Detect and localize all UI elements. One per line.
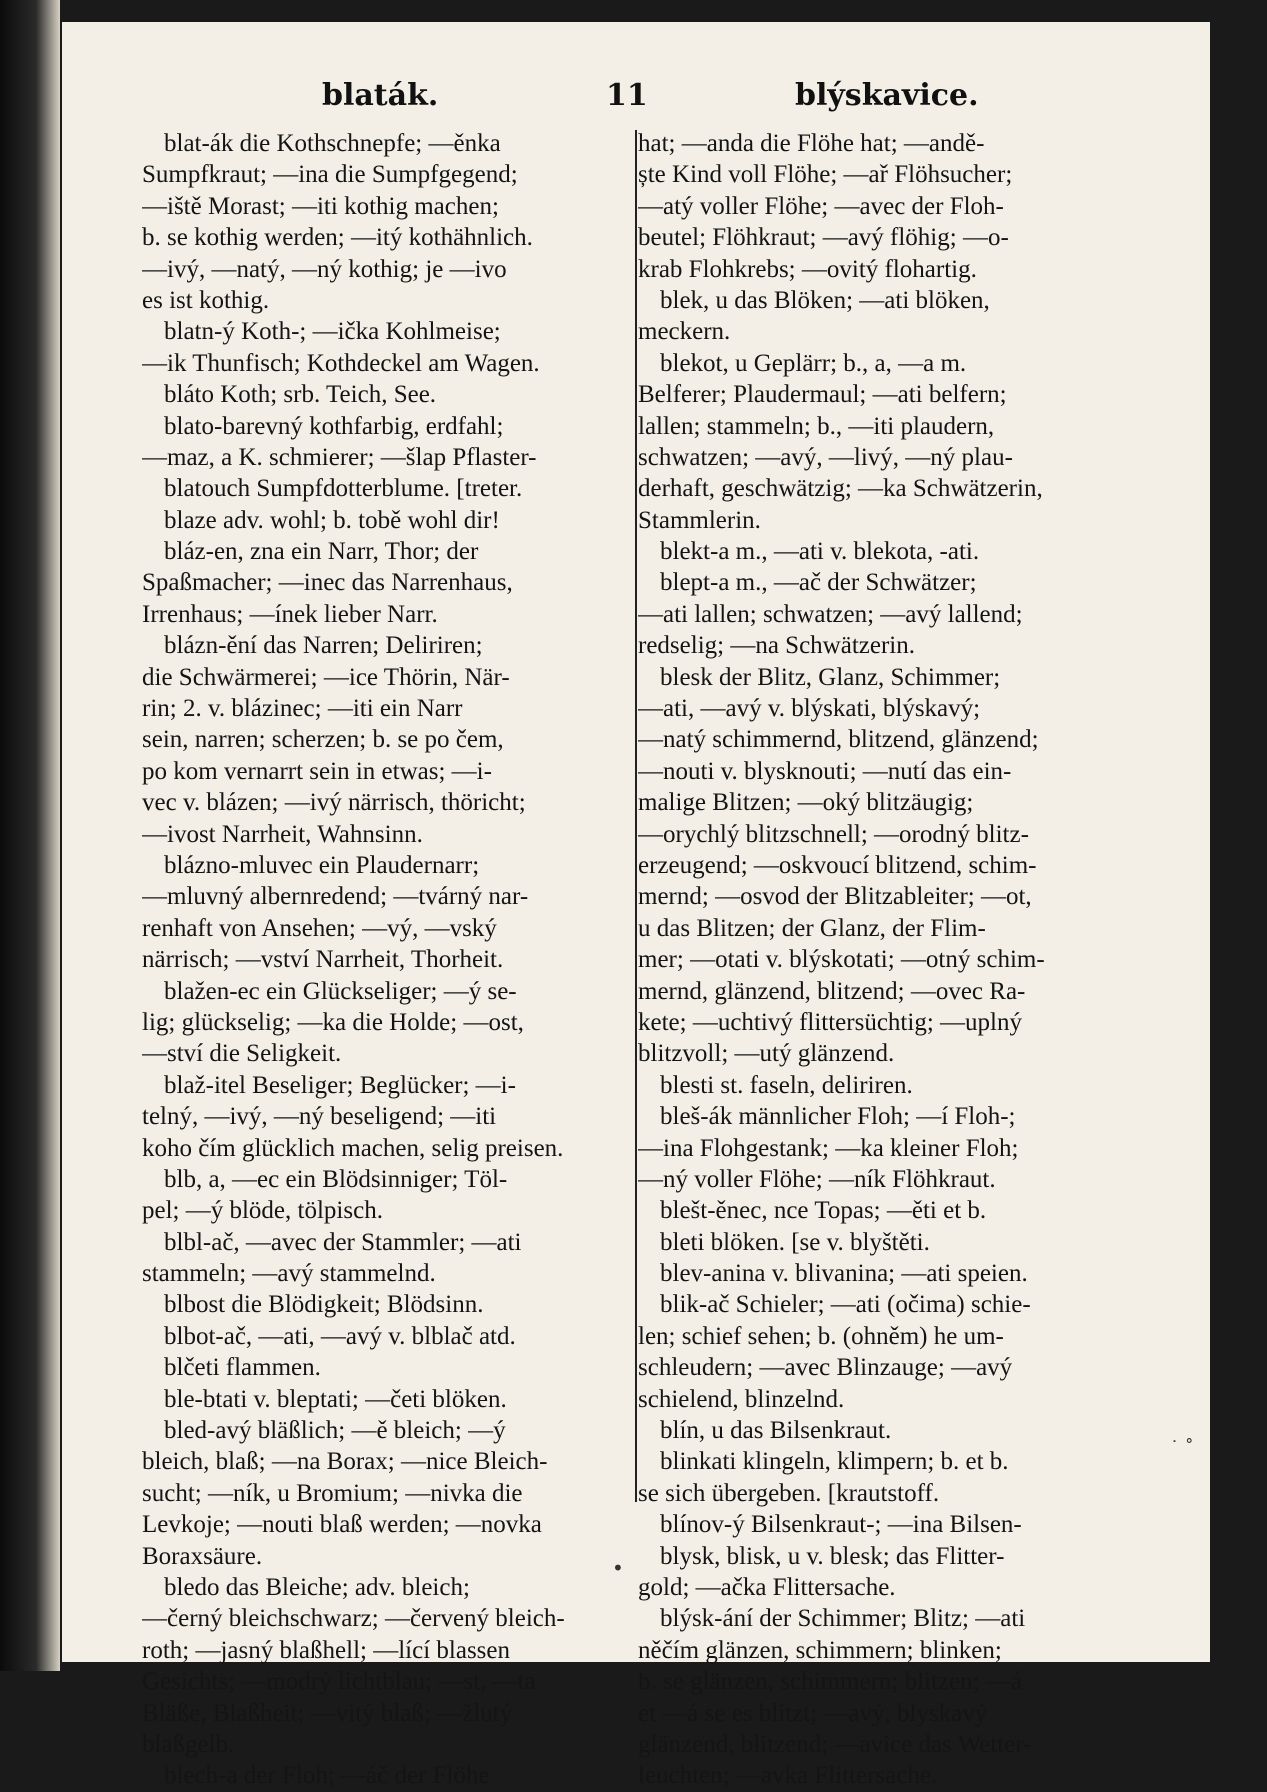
- dictionary-line: Belferer; Plaudermaul; —ati belfern;: [638, 381, 1007, 409]
- dictionary-line: —nouti v. blysknouti; —nutí das ein-: [638, 757, 1012, 785]
- dictionary-line: blbot-ač, —ati, —avý v. blblač atd.: [164, 1322, 516, 1350]
- dictionary-line: blaž-itel Beseliger; Beglücker; —i-: [164, 1071, 516, 1099]
- dictionary-line: blekot, u Geplärr; b., a, —a m.: [660, 349, 967, 377]
- dictionary-line: schielend, blinzelnd.: [638, 1385, 845, 1413]
- dictionary-line: vec v. blázen; —ivý närrisch, thöricht;: [142, 789, 526, 817]
- dictionary-line: blázn-ění das Narren; Deliriren;: [164, 632, 483, 660]
- dictionary-line: blept-a m., —ač der Schwätzer;: [660, 569, 977, 597]
- dictionary-line: blýsk-ání der Schimmer; Blitz; —ati: [660, 1605, 1026, 1633]
- dictionary-line: glänzend, blitzend; —avice das Wetter-: [638, 1730, 1032, 1758]
- page-edge-shadow: [1211, 0, 1267, 1671]
- dictionary-line: Levkoje; —nouti blaß werden; —novka: [142, 1511, 542, 1539]
- dictionary-line: telný, —ivý, —ný beseligend; —iti: [142, 1103, 497, 1131]
- dictionary-line: bled-avý bläßlich; —ě bleich; —ý: [164, 1417, 506, 1445]
- dictionary-line: meckern.: [638, 318, 731, 346]
- dictionary-line: schwatzen; —avý, —livý, —ný plau-: [638, 443, 1013, 471]
- dictionary-line: blatouch Sumpfdotterblume. [treter.: [164, 475, 523, 503]
- dictionary-line: blbl-ač, —avec der Stammler; —ati: [164, 1228, 522, 1256]
- dictionary-line: bleich, blaß; —na Borax; —nice Bleich-: [142, 1448, 548, 1476]
- dictionary-line: bleš-ák männlicher Floh; —í Floh-;: [660, 1103, 1016, 1131]
- header-left-word: blaták.: [322, 78, 439, 113]
- dictionary-line: —mluvný albernredend; —tvárný nar-: [142, 883, 529, 911]
- dictionary-line: leuchten; —avka Flittersache.: [638, 1762, 938, 1790]
- dictionary-line: blitzvoll; —utý glänzend.: [638, 1040, 895, 1068]
- dictionary-line: blekt-a m., —ati v. blekota, -ati.: [660, 538, 980, 566]
- dictionary-line: es ist kothig.: [142, 286, 270, 314]
- dictionary-line: —ný voller Flöhe; —ník Flöhkraut.: [638, 1165, 996, 1193]
- dictionary-line: kete; —uchtivý flittersüchtig; —uplný: [638, 1008, 1022, 1036]
- dictionary-line: blín, u das Bilsenkraut.: [660, 1417, 892, 1445]
- dictionary-line: u das Blitzen; der Glanz, der Flim-: [638, 914, 986, 942]
- dictionary-line: mer; —otati v. blýskotati; —otný schim-: [638, 946, 1045, 974]
- book-binding-shadow: [0, 0, 60, 1671]
- dictionary-line: krab Flohkrebs; —ovitý flohartig.: [638, 255, 977, 283]
- dictionary-line: —ik Thunfisch; Kothdeckel am Wagen.: [142, 349, 540, 377]
- dictionary-line: blatn-ý Koth-; —ička Kohlmeise;: [164, 318, 501, 346]
- dictionary-line: blat-ák die Kothschnepfe; —ěnka: [164, 130, 501, 157]
- dictionary-line: pel; —ý blöde, tölpisch.: [142, 1197, 383, 1225]
- dictionary-line: blešt-ěnec, nce Topas; —ěti et b.: [660, 1197, 987, 1225]
- dictionary-line: blato-barevný kothfarbig, erdfahl;: [164, 412, 504, 440]
- right-column: [638, 128, 1108, 1792]
- dictionary-line: ște Kind voll Flöhe; —ař Flöhsucher;: [638, 161, 1013, 189]
- dictionary-line: mernd, glänzend, blitzend; —ovec Ra-: [638, 977, 1026, 1005]
- dictionary-line: blev-anina v. blivanina; —ati speien.: [660, 1260, 1028, 1288]
- dictionary-line: blaßgelb.: [142, 1730, 235, 1758]
- dictionary-line: —iště Morast; —iti kothig machen;: [142, 192, 499, 220]
- dictionary-line: die Schwärmerei; —ice Thörin, När-: [142, 663, 510, 691]
- dictionary-line: blaze adv. wohl; b. tobě wohl dir!: [164, 506, 500, 534]
- dictionary-line: lig; glückselig; —ka die Holde; —ost,: [142, 1008, 524, 1036]
- dictionary-line: mernd; —osvod der Blitzableiter; —ot,: [638, 883, 1032, 911]
- dictionary-line: bledo das Bleiche; adv. bleich;: [164, 1573, 470, 1601]
- dictionary-line: blínov-ý Bilsenkraut-; —ina Bilsen-: [660, 1511, 1022, 1539]
- dictionary-line: blažen-ec ein Glückseliger; —ý se-: [164, 977, 517, 1005]
- dictionary-line: blech-a der Floh; —áč der Flöhe: [164, 1762, 490, 1790]
- left-column: [142, 128, 622, 1792]
- speck-mark: •: [612, 1556, 624, 1580]
- dictionary-line: stammeln; —avý stammelnd.: [142, 1260, 436, 1288]
- dictionary-line: Boraxsäure.: [142, 1542, 263, 1570]
- column-divider: [635, 130, 637, 1502]
- dictionary-line: blbost die Blödigkeit; Blödsinn.: [164, 1291, 484, 1319]
- dictionary-line: blinkati klingeln, klimpern; b. et b.: [660, 1448, 1009, 1476]
- dictionary-line: närrisch; —vství Narrheit, Thorheit.: [142, 946, 504, 974]
- dictionary-line: Spaßmacher; —inec das Narrenhaus,: [142, 569, 513, 597]
- dictionary-line: —ina Flohgestank; —ka kleiner Floh;: [638, 1134, 1019, 1162]
- dictionary-line: bleti blöken. [se v. blyštěti.: [660, 1228, 930, 1256]
- dictionary-line: renhaft von Ansehen; —vý, —vský: [142, 914, 497, 942]
- dictionary-line: —černý bleichschwarz; —červený bleich-: [142, 1605, 565, 1633]
- dictionary-line: beutel; Flöhkraut; —avý flöhig; —o-: [638, 224, 1009, 252]
- dictionary-line: b. se glänzen, schimmern; blitzen; —á: [638, 1668, 1022, 1696]
- dictionary-line: blek, u das Blöken; —ati blöken,: [660, 286, 990, 314]
- dictionary-line: derhaft, geschwätzig; —ka Schwätzerin,: [638, 475, 1043, 503]
- dictionary-line: blik-ač Schieler; —ati (očima) schie-: [660, 1291, 1031, 1319]
- dictionary-line: gold; —ačka Flittersache.: [638, 1573, 896, 1601]
- dictionary-line: —ati lallen; schwatzen; —avý lallend;: [638, 600, 1023, 628]
- dictionary-line: rin; 2. v. blázinec; —iti ein Narr: [142, 695, 463, 723]
- dictionary-line: schleudern; —avec Blinzauge; —avý: [638, 1354, 1013, 1382]
- dictionary-line: blázno-mluvec ein Plaudernarr;: [164, 851, 480, 879]
- dictionary-line: blčeti flammen.: [164, 1354, 321, 1382]
- dictionary-line: —orychlý blitzschnell; —orodný blitz-: [638, 820, 1029, 848]
- header-right-word: blýskavice.: [795, 78, 979, 113]
- dictionary-line: ble-btati v. bleptati; —četi blöken.: [164, 1385, 507, 1413]
- dictionary-line: koho čím glücklich machen, selig preisen.: [142, 1134, 564, 1162]
- dictionary-line: bláto Koth; srb. Teich, See.: [164, 381, 437, 409]
- dictionary-line: bláz-en, zna ein Narr, Thor; der: [164, 538, 479, 566]
- dictionary-line: roth; —jasný blaßhell; —lící blassen: [142, 1636, 510, 1664]
- dictionary-line: —ati, —avý v. blýskati, blýskavý;: [638, 695, 981, 723]
- dictionary-line: blb, a, —ec ein Blödsinniger; Töl-: [164, 1165, 508, 1193]
- dictionary-line: sucht; —ník, u Bromium; —nivka die: [142, 1479, 523, 1507]
- dictionary-line: se sich übergeben. [krautstoff.: [638, 1479, 940, 1507]
- dictionary-line: et —á se es blitzt; —avý, blyskavý: [638, 1699, 988, 1727]
- dictionary-line: malige Blitzen; —oký blitzäugig;: [638, 789, 974, 817]
- dictionary-line: blysk, blisk, u v. blesk; das Flitter-: [660, 1542, 1005, 1570]
- dictionary-line: blesti st. faseln, deliriren.: [660, 1071, 913, 1099]
- dictionary-line: —natý schimmernd, blitzend, glänzend;: [638, 726, 1039, 754]
- dictionary-line: lallen; stammeln; b., —iti plaudern,: [638, 412, 995, 440]
- dictionary-line: Gesichts; —modrý lichtblau; —st, —ta: [142, 1668, 536, 1696]
- page-header: [60, 78, 1150, 118]
- dictionary-line: —ivost Narrheit, Wahnsinn.: [142, 820, 423, 848]
- dictionary-line: redselig; —na Schwätzerin.: [638, 632, 915, 660]
- dictionary-line: hat; —anda die Flöhe hat; —andě-: [638, 130, 985, 157]
- dictionary-line: —ství die Seligkeit.: [142, 1040, 342, 1068]
- dictionary-line: Stammlerin.: [638, 506, 761, 534]
- dictionary-line: Bläße, Blaßheit; —vitý blaß; —žlutý: [142, 1699, 513, 1727]
- dictionary-line: sein, narren; scherzen; b. se po čem,: [142, 726, 504, 754]
- page-number: 11: [606, 78, 648, 113]
- dictionary-line: erzeugend; —oskvoucí blitzend, schim-: [638, 851, 1037, 879]
- dictionary-line: po kom vernarrt sein in etwas; —i-: [142, 757, 492, 785]
- dictionary-line: Irrenhaus; —ínek lieber Narr.: [142, 600, 438, 628]
- dictionary-line: len; schief sehen; b. (ohněm) he um-: [638, 1322, 1004, 1350]
- dictionary-line: Sumpfkraut; —ina die Sumpfgegend;: [142, 161, 518, 189]
- dictionary-line: b. se kothig werden; —itý kothähnlich.: [142, 224, 533, 252]
- dictionary-line: něčím glänzen, schimmern; blinken;: [638, 1636, 1002, 1664]
- dictionary-line: —maz, a K. schmierer; —šlap Pflaster-: [142, 443, 537, 471]
- dictionary-line: —atý voller Flöhe; —avec der Floh-: [638, 192, 1004, 220]
- speck-mark: ˙ ˚: [1170, 1438, 1194, 1459]
- dictionary-line: —ivý, —natý, —ný kothig; je —ivo: [142, 255, 507, 283]
- dictionary-line: blesk der Blitz, Glanz, Schimmer;: [660, 663, 1001, 691]
